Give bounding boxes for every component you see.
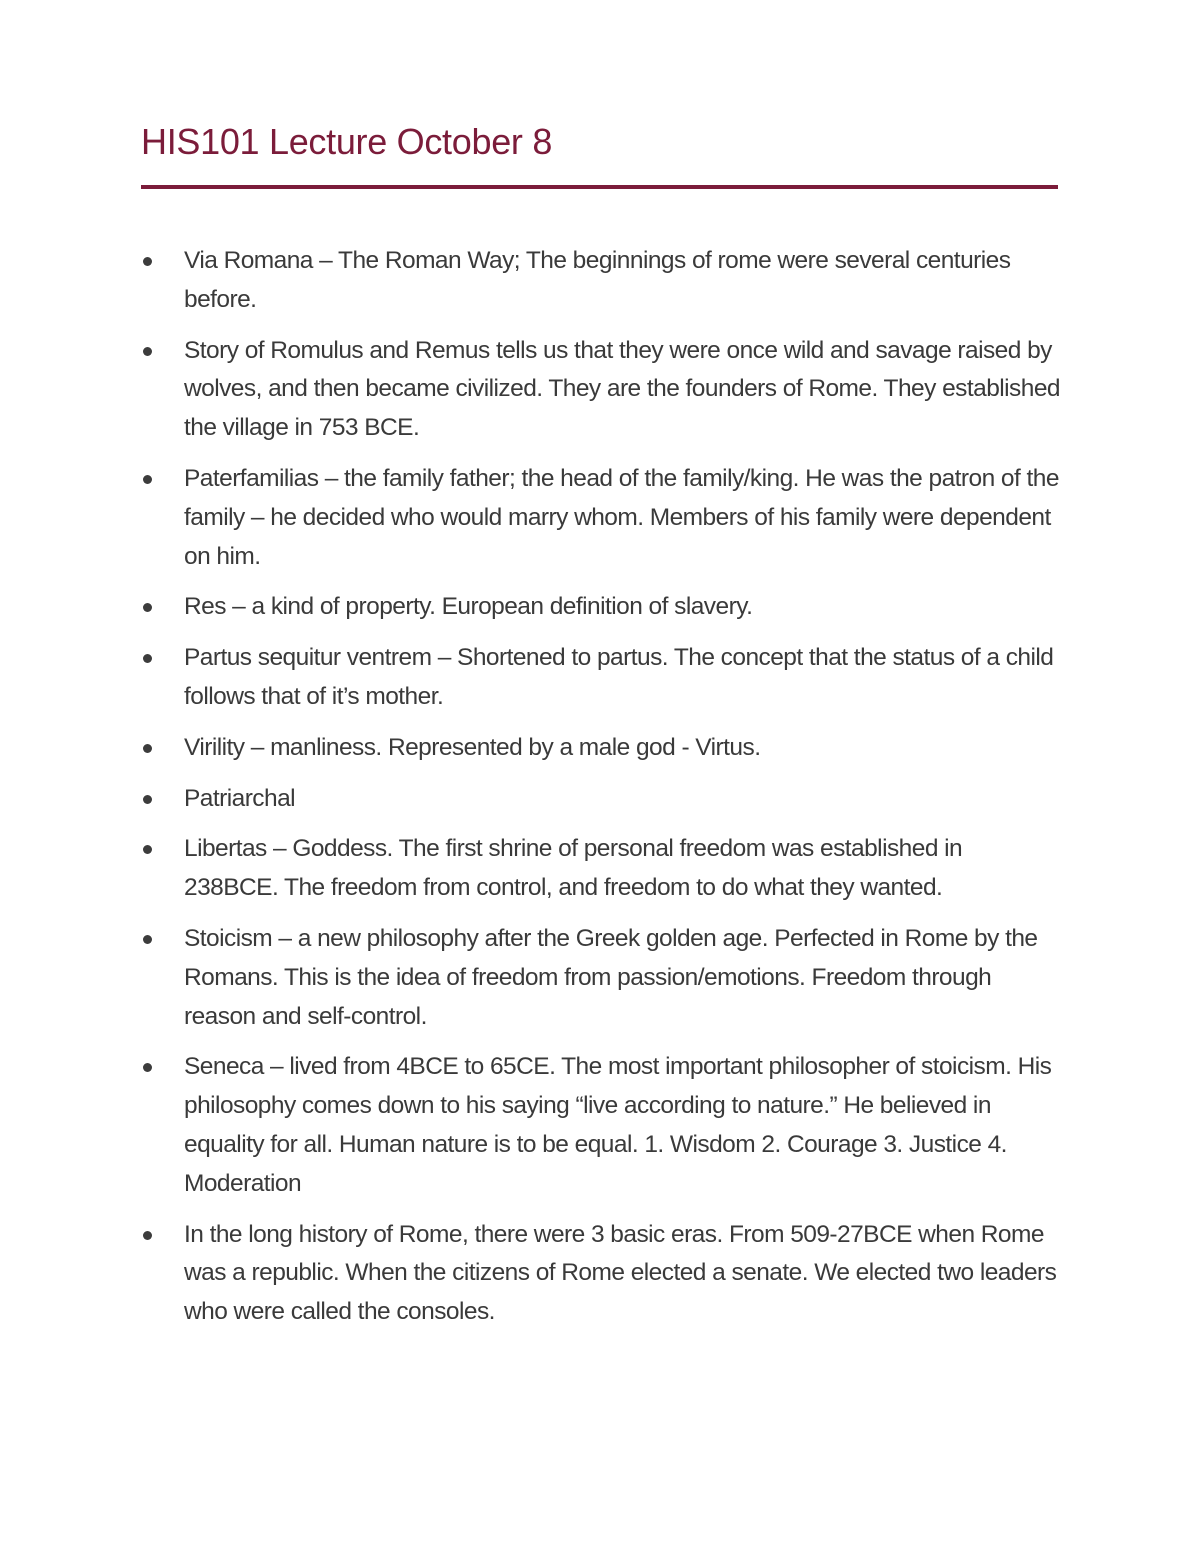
list-item — [141, 639, 1061, 717]
list-item — [141, 242, 1061, 320]
list-item — [141, 1216, 1061, 1332]
bullet-dot-icon — [143, 475, 152, 484]
title-underline — [141, 185, 1058, 189]
bullet-dot-icon — [143, 744, 152, 753]
list-item — [141, 780, 1061, 819]
bullet-dot-icon — [143, 654, 152, 663]
list-item — [141, 588, 1061, 627]
list-item-text: Paterfamilias – the family father; the head of the family/king. He was the patron of the family – he decided who would marry whom. Members of his family were dependent on him. — [184, 464, 1059, 570]
bullet-dot-icon — [143, 935, 152, 944]
list-item-text: Patriarchal — [184, 784, 296, 812]
bullet-dot-icon — [143, 347, 152, 356]
list-item — [141, 460, 1061, 576]
document-title: HIS101 Lecture October 8 — [141, 121, 553, 162]
list-item-text: Via Romana – The Roman Way; The beginnings of rome were several centuries before. — [184, 247, 1011, 313]
list-item-text: Libertas – Goddess. The first shrine of personal freedom was established in 238BCE. The freedom from control, and freedom to do what they wanted. — [184, 835, 963, 902]
bullet-dot-icon — [143, 1231, 152, 1240]
lecture-notes-list — [141, 242, 1061, 1344]
list-item-text: Partus sequitur ventrem – Shortened to partus. The concept that the status of a child follows that of it’s mother. — [184, 644, 1054, 710]
list-item — [141, 830, 1061, 908]
bullet-dot-icon — [143, 845, 152, 854]
list-item-text: Res – a kind of property. European definition of slavery. — [184, 593, 753, 621]
bullet-dot-icon — [143, 603, 152, 612]
bullet-dot-icon — [143, 1063, 152, 1072]
list-item — [141, 920, 1061, 1036]
bullet-dot-icon — [143, 257, 152, 266]
list-item — [141, 729, 1061, 768]
list-item — [141, 1048, 1061, 1203]
list-item-text: Seneca – lived from 4BCE to 65CE. The most important philosopher of stoicism. His philosophy comes down to his saying “live according to nature.” He believed in equality for all. Human nature is to be equal. 1. Wisdom 2. Courage 3. Justice 4. Moderation — [184, 1053, 1052, 1197]
list-item-text: Story of Romulus and Remus tells us that they were once wild and savage raised by wolves, and then became civilized. They are the founders of Rome. They established the village in 753 BCE. — [184, 336, 1060, 442]
list-item-text: Virility – manliness. Represented by a male god - Virtus. — [184, 733, 761, 761]
list-item — [141, 332, 1061, 448]
list-item-text: Stoicism – a new philosophy after the Greek golden age. Perfected in Rome by the Romans. This is the idea of freedom from passion/emotions. Freedom through reason and self-control. — [184, 924, 1038, 1030]
bullet-dot-icon — [143, 795, 152, 804]
list-item-text: In the long history of Rome, there were 3 basic eras. From 509-27BCE when Rome was a republic. When the citizens of Rome elected a senate. We elected two leaders who were called the consoles. — [184, 1220, 1057, 1326]
